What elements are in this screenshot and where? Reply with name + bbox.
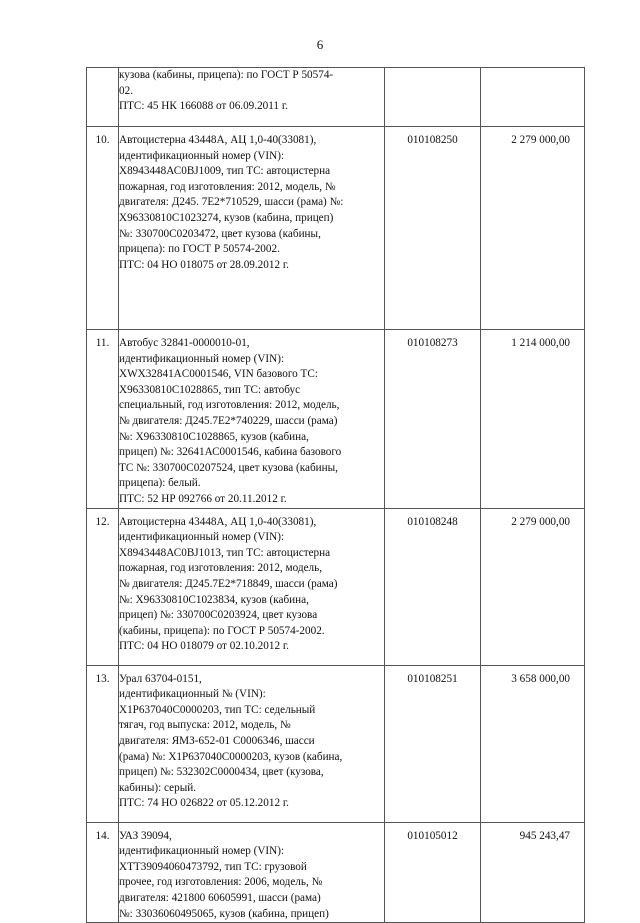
description-line: Автобус 32841-0000010-01, <box>119 337 250 349</box>
description-line: пожарная, год изготовления: 2012, модель, № <box>119 180 336 193</box>
inventory-code: 010108273 <box>385 330 481 509</box>
book-value: 2 279 000,00 <box>481 127 585 330</box>
vehicle-registry-table <box>86 67 585 923</box>
description-line: идентификационный номер (VIN): <box>119 531 285 544</box>
description-line: 02. <box>119 84 133 97</box>
inventory-code: 010108251 <box>385 665 481 822</box>
description-line: Автоцистерна 43448А, АЦ 1,0-40(33081), <box>119 515 317 528</box>
row-number: 14. <box>87 822 119 923</box>
page-number: 6 <box>316 37 324 52</box>
description-line: Х96330810С1023274, кузов (кабина, прицеп) <box>119 211 334 224</box>
row-number: 11. <box>87 330 119 509</box>
row-number <box>87 68 119 127</box>
description-line: Урал 63704-0151, <box>119 672 202 685</box>
description-line: ПТС: 52 НР 092766 от 20.11.2012 г. <box>119 492 287 505</box>
description-line: ХТТ39094060473792, тип ТС: грузовой <box>119 860 307 873</box>
description-line: №: 330700С0203472, цвет кузова (кабины, <box>119 227 321 240</box>
description-line: ПТС: 04 НО 018079 от 02.10.2012 г. <box>119 640 289 653</box>
table-row <box>87 508 585 665</box>
description-line: XWX32841AC0001546, VIN базового ТС: <box>119 368 318 381</box>
description-line: ТС №: 330700С0207524, цвет кузова (кабины, <box>119 461 338 474</box>
inventory-code: 010105012 <box>385 822 481 923</box>
description-line: (кабины, прицепа): по ГОСТ Р 50574-2002. <box>119 624 325 637</box>
description-line: прицепа): по ГОСТ Р 50574-2002. <box>119 243 280 256</box>
vehicle-description <box>119 822 385 923</box>
table-row <box>87 330 585 509</box>
description-line: Х8943448АС0BJ1013, тип ТС: автоцистерна <box>119 546 331 559</box>
description-line: двигателя: 421800 60605991, шасси (рама) <box>119 891 321 904</box>
description-line: идентификационный номер (VIN): <box>119 845 285 858</box>
book-value: 2 279 000,00 <box>481 508 585 665</box>
table-row <box>87 127 585 330</box>
vehicle-description <box>119 127 385 330</box>
description-line: прицеп) №: 532302С0000434, цвет (кузова, <box>119 766 324 779</box>
vehicle-description <box>119 665 385 822</box>
description-line: идентификационный номер (VIN): <box>119 352 285 365</box>
table-row <box>87 68 585 127</box>
description-line: кабины): серый. <box>119 781 197 794</box>
description-line: №: Х96330810С1028865, кузов (кабина, <box>119 430 309 443</box>
book-value: 3 658 000,00 <box>481 665 585 822</box>
description-line: двигателя: ЯМЗ-652-01 С0006346, шасси <box>119 734 315 747</box>
description-line: прицепа): белый. <box>119 477 201 490</box>
description-line: Х8943448АС0BJ1009, тип ТС: автоцистерна <box>119 165 331 178</box>
description-line: ПТС: 45 НК 166088 от 06.09.2011 г. <box>119 100 288 113</box>
row-number: 10. <box>87 127 119 330</box>
description-line: кузова (кабины, прицепа): по ГОСТ Р 50574- <box>119 69 334 81</box>
vehicle-description <box>119 68 385 127</box>
description-line: Х1Р637040С0000203, тип ТС: седельный <box>119 703 316 716</box>
vehicle-description <box>119 330 385 509</box>
description-line: тягач, год выпуска: 2012, модель, № <box>119 719 291 732</box>
description-line: прицеп) №: 330700С0203924, цвет кузова <box>119 609 318 622</box>
book-value: 1 214 000,00 <box>481 330 585 509</box>
table-row <box>87 665 585 822</box>
description-line: специальный, год изготовления: 2012, модель, <box>119 399 340 412</box>
book-value <box>481 68 585 127</box>
inventory-code: 010108250 <box>385 127 481 330</box>
description-line: пожарная, год изготовления: 2012, модель, <box>119 562 323 575</box>
row-number: 13. <box>87 665 119 822</box>
table-row <box>87 822 585 923</box>
description-line: ПТС: 04 НО 018075 от 28.09.2012 г. <box>119 258 289 271</box>
description-line: №: 33036060495065, кузов (кабина, прицеп) <box>119 907 329 920</box>
vehicle-description <box>119 508 385 665</box>
description-line: идентификационный номер (VIN): <box>119 149 285 162</box>
description-line: идентификационный № (VIN): <box>119 688 266 701</box>
description-line: Х96330810С1028865, тип ТС: автобус <box>119 383 301 396</box>
description-line: двигателя: Д245. 7Е2*710529, шасси (рама) №: <box>119 196 344 209</box>
description-line: Автоцистерна 43448А, АЦ 1,0-40(33081), <box>119 134 317 146</box>
description-line: УАЗ 39094, <box>119 829 172 842</box>
inventory-code <box>385 68 481 127</box>
row-number: 12. <box>87 508 119 665</box>
description-line: ПТС: 74 НО 026822 от 05.12.2012 г. <box>119 797 289 810</box>
description-line: № двигателя: Д245.7Е2*718849, шасси (рама) <box>119 577 338 590</box>
description-line: (рама) №: Х1Р637040С0000203, кузов (кабина, <box>119 750 343 763</box>
book-value: 945 243,47 <box>481 822 585 923</box>
description-line: прицеп) №: 32641АС0001546, кабина базового <box>119 446 342 459</box>
inventory-code: 010108248 <box>385 508 481 665</box>
description-line: прочее, год изготовления: 2006, модель, № <box>119 876 323 889</box>
description-line: №: Х96330810С1023834, кузов (кабина, <box>119 593 309 606</box>
description-line: № двигателя: Д245.7Е2*740229, шасси (рама) <box>119 414 338 427</box>
